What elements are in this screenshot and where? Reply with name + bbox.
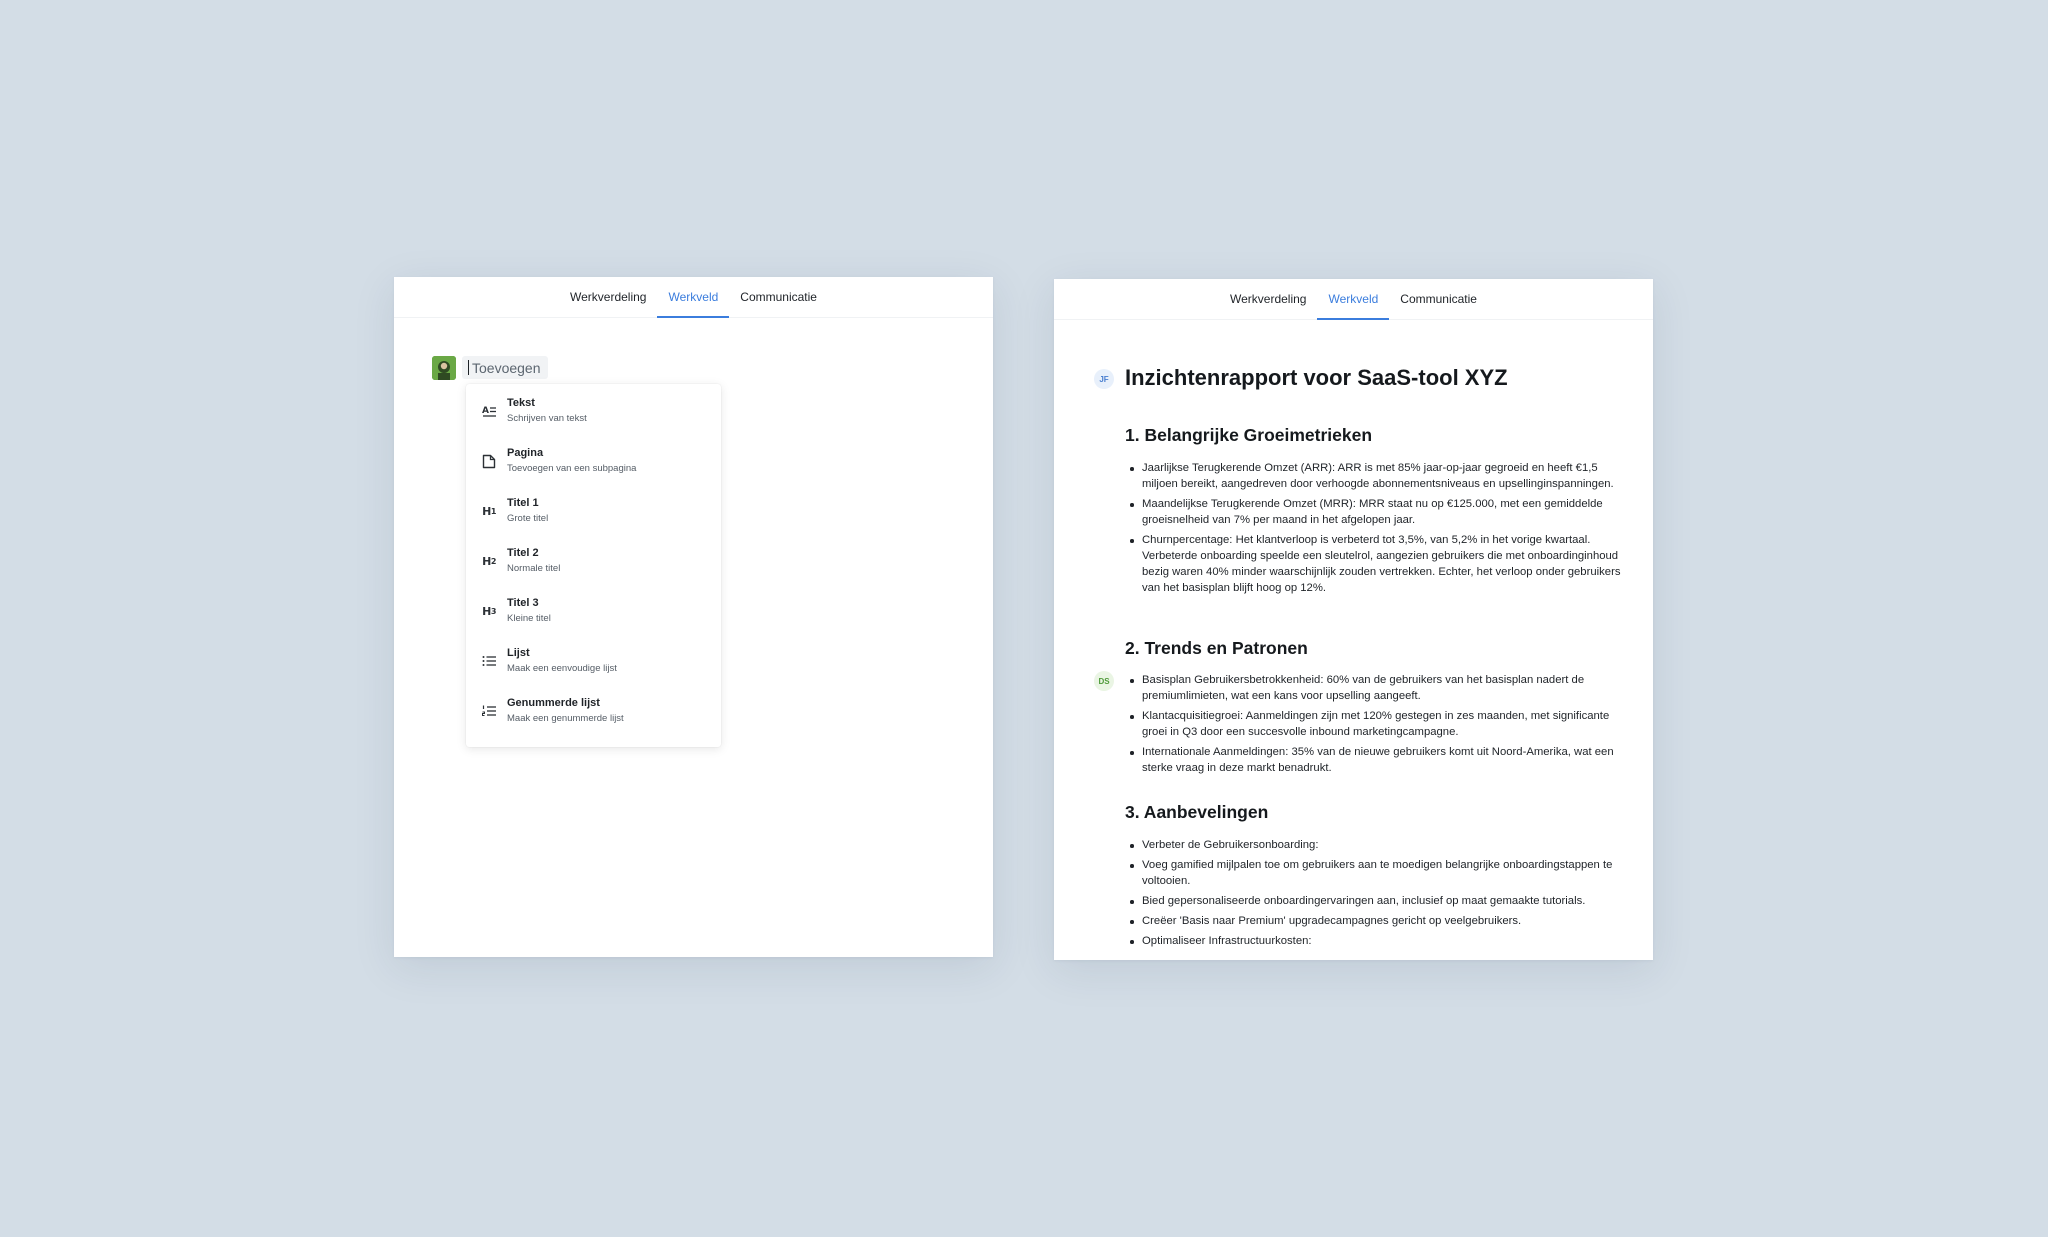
editor-panel-right [1054,279,1653,960]
list-item[interactable]: Churnpercentage: Het klantverloop is verbeterd tot 3,5%, van 5,2% in het vorige kwartaal. Verbeterde onboarding speelde een sleutelrol, aangezien gebruikers die met onboardinginhoud bezig waren 40% minder waarschijnlijk zouden vertrekken. Echter, het verloop onder gebruikers van het basisplan blijft hoog op 12%. [1142,534,1621,594]
menu-item-desc: Toevoegen van een subpagina [507,463,637,474]
menu-item-titel-2[interactable] [466,536,721,586]
menu-item-lijst[interactable] [466,636,721,686]
document-content[interactable] [1054,279,1653,960]
menu-item-label: Tekst [507,397,535,409]
menu-item-label: Titel 3 [507,597,539,609]
bullet-list [1125,837,1622,953]
menu-item-titel-1[interactable] [466,486,721,536]
menu-item-label: Titel 1 [507,497,539,509]
list-item[interactable]: Jaarlijkse Terugkerende Omzet (ARR): ARR is met 85% jaar-op-jaar gegroeid en heeft €1,5 miljoen bereikt, aangedreven door verhoogde abonnementsniveaus en upsellinginspanningen. [1142,460,1622,492]
list-item[interactable]: Verbeter de Gebruikersonboarding: [1142,837,1622,853]
user-avatar [432,356,456,380]
heading-1-icon: H 1 [482,504,496,518]
menu-item-desc: Schrijven van tekst [507,413,587,424]
bullet-list [1125,460,1622,600]
menu-item-label: Titel 2 [507,547,539,559]
svg-text:A: A [481,406,489,416]
add-block-input[interactable] [462,356,548,379]
section-heading[interactable]: 2. Trends en Patronen [1125,638,1308,658]
section-heading[interactable]: 1. Belangrijke Groeimetrieken [1125,425,1373,445]
menu-item-desc: Grote titel [507,513,549,524]
block-type-menu [466,384,721,747]
heading-2-icon: H 2 [482,554,496,568]
menu-item-label: Lijst [507,647,530,659]
page-title[interactable]: Inzichtenrapport voor SaaS-tool XYZ [1125,365,1508,390]
menu-item-label: Genummerde lijst [507,697,600,709]
text-cursor [468,360,469,375]
numbered-list-icon [481,703,497,719]
collaborator-avatar-ds[interactable]: DS [1094,671,1114,691]
tab-communicatie[interactable]: Communicatie [1400,292,1477,306]
tab-werkveld[interactable]: Werkveld [657,290,729,317]
list-item[interactable]: Voeg gamified mijlpalen toe om gebruikers aan te moedigen belangrijke onboardingstappen te voltooien. [1142,857,1622,889]
menu-item-desc: Maak een eenvoudige lijst [507,663,617,674]
menu-item-desc: Normale titel [507,563,561,574]
list-item[interactable]: Klantacquisitiegroei: Aanmeldingen zijn met 120% gestegen in zes maanden, met significante groei in Q3 door een succesvolle inbound marketingcampagne. [1142,708,1622,740]
list-item[interactable]: Bied gepersonaliseerde onboardingervaringen aan, inclusief op maat gemaakte tutorials. [1142,893,1622,909]
menu-item-pagina[interactable] [466,436,721,486]
add-block-placeholder: Toevoegen [472,359,541,376]
tab-werkveld[interactable]: Werkveld [1317,292,1389,319]
heading-3-icon: H 3 [482,604,496,618]
menu-item-titel-3[interactable] [466,586,721,636]
collaborator-avatar-jf[interactable]: JF [1094,369,1114,389]
list-item[interactable]: Internationale Aanmeldingen: 35% van de nieuwe gebruikers komt uit Noord-Amerika, wat een sterke vraag in deze markt benadrukt. [1142,744,1622,776]
tab-bar [394,277,993,318]
bullet-list [1125,672,1622,780]
section-heading[interactable]: 3. Aanbevelingen [1125,802,1269,822]
bullet-list-icon [481,653,497,669]
menu-item-label: Pagina [507,447,544,459]
tab-werkverdeling[interactable]: Werkverdeling [570,290,647,304]
menu-item-genummerde-lijst[interactable] [466,686,721,736]
editor-panel-left [394,277,993,957]
menu-item-tekst[interactable] [466,386,721,436]
list-item[interactable]: Creëer 'Basis naar Premium' upgradecampagnes gericht op veelgebruikers. [1142,913,1622,929]
tab-werkverdeling[interactable]: Werkverdeling [1230,292,1307,306]
text-format-icon [481,403,497,419]
page-icon [481,453,497,469]
list-item[interactable]: Basisplan Gebruikersbetrokkenheid: 60% van de gebruikers van het basisplan nadert de premiumlimieten, wat een kans voor upselling aangeeft. [1142,672,1622,704]
menu-item-desc: Maak een genummerde lijst [507,713,624,724]
tab-communicatie[interactable]: Communicatie [740,290,817,304]
list-item[interactable]: Maandelijkse Terugkerende Omzet (MRR): MRR staat nu op €125.000, met een gemiddelde groeisnelheid van 7% per maand in het afgelopen jaar. [1142,496,1622,528]
list-item[interactable]: Optimaliseer Infrastructuurkosten: [1142,933,1622,949]
menu-item-desc: Kleine titel [507,613,551,624]
